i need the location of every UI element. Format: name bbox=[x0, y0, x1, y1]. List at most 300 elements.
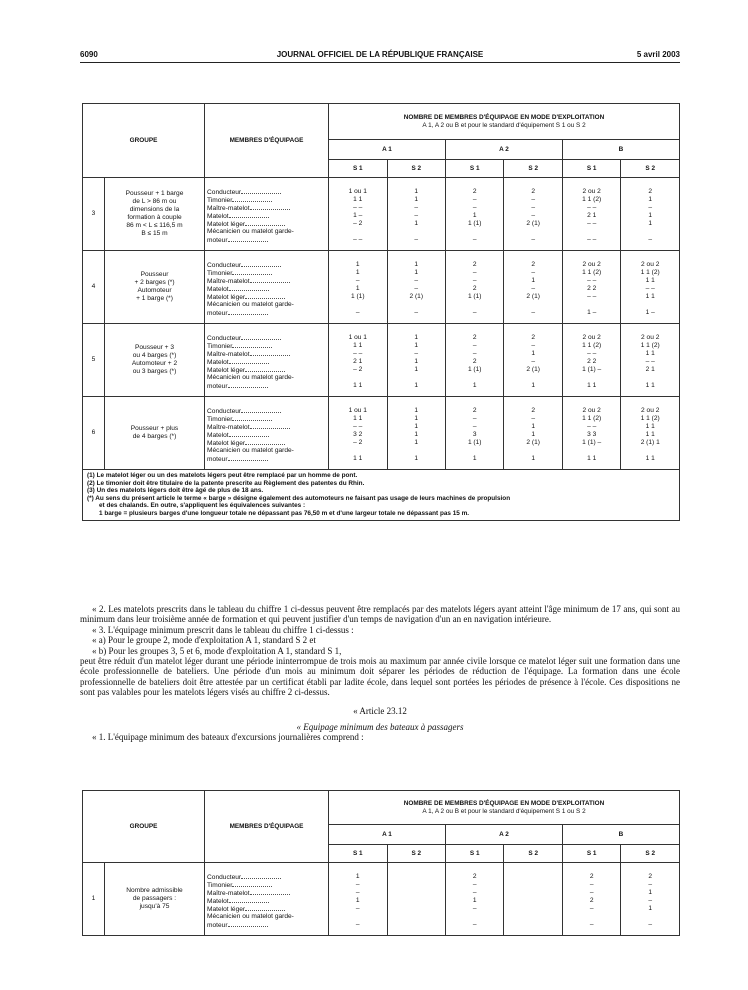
crew-count: 2 2 bbox=[587, 358, 597, 365]
standard-head: S 2 bbox=[504, 160, 562, 178]
group-description-line: Automoteur + 2 bbox=[131, 360, 178, 367]
group-number: 5 bbox=[83, 324, 105, 397]
crew-count: – 2 bbox=[353, 366, 363, 373]
crew-count: – bbox=[355, 881, 360, 888]
crew-count-cell bbox=[504, 397, 562, 470]
crew-count bbox=[506, 897, 559, 905]
leader-dots bbox=[245, 905, 285, 911]
crew-count-cell bbox=[329, 397, 387, 470]
crew-member bbox=[207, 188, 326, 196]
crew-member-label: Timonier bbox=[207, 270, 233, 277]
crew-member-label: Mécanicien ou matelot garde- bbox=[207, 447, 294, 454]
crew-count: 1 bbox=[355, 897, 360, 904]
crew-count: 1 1 bbox=[353, 196, 363, 203]
standard-head: S 2 bbox=[621, 845, 680, 863]
crew-member-label: Mécanicien ou matelot garde- bbox=[207, 913, 294, 920]
crew-count: – bbox=[531, 342, 536, 349]
crew-count bbox=[565, 447, 618, 455]
crew-count: 1 bbox=[531, 277, 536, 284]
standard-head: S 1 bbox=[329, 160, 387, 178]
crew-member-label: Maître-matelot bbox=[207, 278, 250, 285]
crew-count: 1 bbox=[355, 261, 360, 268]
crew-count bbox=[623, 374, 677, 382]
crew-member bbox=[207, 873, 326, 881]
crew-count: 2 bbox=[472, 873, 477, 880]
crew-count: – – bbox=[587, 204, 597, 211]
crew-count-cell bbox=[504, 251, 562, 324]
crew-count: 1 bbox=[531, 455, 536, 462]
crew-count: 2 ou 2 bbox=[641, 334, 660, 341]
crew-members bbox=[205, 863, 329, 936]
crew-count bbox=[331, 447, 384, 455]
crew-count: – – bbox=[587, 293, 597, 300]
crew-table-2 bbox=[82, 790, 680, 936]
group-description-line: + 1 barge (*) bbox=[136, 295, 173, 302]
crew-count: – bbox=[531, 415, 536, 422]
crew-member-label: Matelot bbox=[207, 359, 229, 366]
crew-count-cell bbox=[504, 178, 562, 251]
crew-count: – – bbox=[353, 350, 363, 357]
crew-member bbox=[207, 447, 326, 455]
crew-count: 1 1 bbox=[645, 431, 655, 438]
mode-b: B bbox=[562, 140, 679, 160]
crew-count bbox=[506, 228, 559, 236]
crew-count: 2 (1) bbox=[526, 439, 540, 446]
footnote: (2) Le timonier doit être titulaire de la patente prescrite au Règlement des patentes du Rhin. bbox=[87, 479, 365, 487]
crew-count bbox=[623, 228, 677, 236]
crew-count: 2 bbox=[648, 873, 653, 880]
crew-count: 1 bbox=[414, 423, 419, 430]
col-head-nombre-line1: NOMBRE DE MEMBRES D'ÉQUIPAGE EN MODE D'EXPLOITATION bbox=[403, 113, 605, 121]
group-description-line: 86 m < L ≤ 116,5 m bbox=[126, 222, 183, 229]
crew-count: 1 – bbox=[645, 309, 655, 316]
crew-member bbox=[207, 415, 326, 423]
crew-count bbox=[331, 228, 384, 236]
crew-count: 2 bbox=[472, 407, 477, 414]
group-description-line: Automoteur bbox=[137, 287, 172, 294]
crew-count-cell bbox=[445, 178, 503, 251]
crew-count: 1 bbox=[414, 196, 419, 203]
crew-count-cell bbox=[387, 178, 445, 251]
crew-count: 2 bbox=[531, 334, 536, 341]
crew-member bbox=[207, 293, 326, 301]
header-rule bbox=[80, 62, 680, 63]
crew-count: – bbox=[472, 350, 477, 357]
group-description-line: ou 4 barges (*) bbox=[132, 352, 177, 359]
crew-member-label: Mécanicien ou matelot garde- bbox=[207, 301, 294, 308]
crew-member bbox=[207, 382, 326, 390]
crew-count: 1 ou 1 bbox=[348, 334, 367, 341]
crew-member bbox=[207, 455, 326, 463]
crew-count bbox=[331, 913, 384, 921]
crew-count: – bbox=[648, 881, 653, 888]
crew-count bbox=[390, 301, 443, 309]
crew-count bbox=[448, 913, 501, 921]
crew-member-label: Matelot bbox=[207, 286, 229, 293]
crew-count: 2 1 bbox=[645, 366, 655, 373]
mode-a2: A 2 bbox=[445, 140, 562, 160]
standard-head: S 1 bbox=[445, 160, 503, 178]
crew-count: 1 bbox=[414, 366, 419, 373]
leader-dots bbox=[245, 220, 285, 226]
group-description-line: de passagers : bbox=[132, 895, 177, 902]
crew-member bbox=[207, 374, 326, 382]
crew-count: 2 ou 2 bbox=[582, 188, 601, 195]
crew-count: 1 bbox=[472, 897, 477, 904]
crew-count: – bbox=[472, 342, 477, 349]
crew-count bbox=[506, 905, 559, 913]
col-head-nombre-line1: NOMBRE DE MEMBRES D'ÉQUIPAGE EN MODE D'EXPLOITATION bbox=[403, 799, 605, 807]
crew-count: 2 (1) bbox=[409, 293, 424, 300]
crew-count: – bbox=[589, 889, 594, 896]
crew-count: 1 1 (2) bbox=[582, 196, 602, 203]
crew-count-cell bbox=[329, 863, 387, 936]
crew-member bbox=[207, 431, 326, 439]
crew-count: – bbox=[414, 236, 419, 243]
standard-head: S 2 bbox=[504, 845, 562, 863]
crew-count: – bbox=[355, 277, 360, 284]
leader-dots bbox=[241, 334, 281, 340]
col-head-nombre bbox=[329, 104, 680, 140]
leader-dots bbox=[250, 423, 290, 429]
crew-count: – bbox=[472, 889, 477, 896]
crew-count-cell bbox=[562, 397, 620, 470]
crew-count: 1 (1) bbox=[467, 439, 482, 446]
crew-count bbox=[390, 374, 443, 382]
standard-head: S 2 bbox=[387, 845, 445, 863]
crew-count: 1 1 bbox=[645, 455, 655, 462]
table-row bbox=[83, 178, 680, 251]
paragraph-3-cont: peut être réduit d'un matelot léger durant une période ininterrompue de trois mois au maximum par année civile lorsque ce matelot léger suit une formation dans une école professionnelle de bateliers. Une période d'un mois au minimum doit séparer les périodes de réduction de l'équipage. La formation dans une école professionnelle de bateliers doit être attestée par un certificat établi par ladite école, dans lequel sont portées les périodes de présence à l'école. Ces dispositions ne sont pas valables pour les matelots légers visés au chiffre 2 ci-dessus. bbox=[80, 656, 680, 698]
journal-title: JOURNAL OFFICIEL DE LA RÉPUBLIQUE FRANÇAISE bbox=[276, 50, 484, 59]
crew-member bbox=[207, 269, 326, 277]
crew-count bbox=[390, 897, 443, 905]
crew-count-cell bbox=[562, 863, 620, 936]
group-number: 1 bbox=[83, 863, 105, 936]
crew-member-label: Conducteur bbox=[207, 262, 242, 269]
crew-count: 1 bbox=[414, 334, 419, 341]
standard-head: S 2 bbox=[387, 160, 445, 178]
crew-count-cell bbox=[445, 251, 503, 324]
crew-member bbox=[207, 350, 326, 358]
crew-count: – bbox=[531, 204, 536, 211]
crew-count: – bbox=[648, 897, 653, 904]
crew-count: – – bbox=[353, 423, 363, 430]
group-description-line: Pousseur bbox=[140, 271, 169, 278]
crew-count-cell bbox=[387, 324, 445, 397]
crew-count: – bbox=[414, 285, 419, 292]
standard-head: S 1 bbox=[562, 160, 620, 178]
mode-b: B bbox=[562, 825, 679, 845]
crew-count: 2 ou 2 bbox=[641, 407, 660, 414]
crew-count: 1 bbox=[648, 212, 653, 219]
crew-count: 1 (1) – bbox=[582, 439, 602, 446]
crew-count: – – bbox=[645, 358, 655, 365]
crew-member-label: Matelot bbox=[207, 213, 229, 220]
crew-member-label: Maître-matelot bbox=[207, 890, 250, 897]
crew-member-label: Matelot léger bbox=[207, 221, 246, 228]
crew-member-label: Conducteur bbox=[207, 189, 242, 196]
crew-count: – bbox=[414, 350, 419, 357]
crew-member bbox=[207, 212, 326, 220]
leader-dots bbox=[229, 897, 269, 903]
leader-dots bbox=[250, 350, 290, 356]
crew-member bbox=[207, 358, 326, 366]
leader-dots bbox=[229, 285, 269, 291]
crew-count-cell bbox=[445, 397, 503, 470]
crew-count bbox=[390, 873, 443, 881]
crew-count: 2 ou 2 bbox=[641, 261, 660, 268]
leader-dots bbox=[250, 204, 290, 210]
crew-count: 2 bbox=[472, 261, 477, 268]
leader-dots bbox=[228, 921, 268, 927]
crew-count: – – bbox=[353, 204, 363, 211]
crew-count: – bbox=[355, 309, 360, 316]
crew-members bbox=[205, 324, 329, 397]
leader-dots bbox=[245, 366, 285, 372]
footnote: (1) Le matelot léger ou un des matelots légers peut être remplacé par un homme de pont. bbox=[87, 472, 358, 479]
crew-count bbox=[506, 301, 559, 309]
crew-count: 2 bbox=[589, 873, 594, 880]
leader-dots bbox=[245, 439, 285, 445]
crew-count-cell bbox=[329, 251, 387, 324]
leader-dots bbox=[232, 342, 272, 348]
crew-count bbox=[565, 374, 618, 382]
crew-member-label: Conducteur bbox=[207, 874, 242, 881]
crew-count bbox=[448, 374, 501, 382]
crew-count: – bbox=[648, 236, 653, 243]
crew-count bbox=[565, 913, 618, 921]
crew-count-cell bbox=[387, 863, 445, 936]
crew-count: 2 bbox=[531, 407, 536, 414]
crew-count: 2 ou 2 bbox=[582, 261, 601, 268]
crew-count: 1 1 bbox=[353, 415, 363, 422]
col-head-nombre-line2: A 1, A 2 ou B et pour le standard d'équipement S 1 ou S 2 bbox=[422, 121, 586, 129]
crew-count bbox=[448, 447, 501, 455]
group-description-line: dimensions de la bbox=[129, 206, 180, 213]
crew-count: – – bbox=[645, 285, 655, 292]
col-head-nombre bbox=[329, 791, 680, 825]
group-description-line: de L > 86 m ou bbox=[132, 198, 177, 205]
col-head-membres: MEMBRES D'ÉQUIPAGE bbox=[205, 104, 329, 178]
crew-count bbox=[331, 374, 384, 382]
crew-members bbox=[205, 178, 329, 251]
crew-count: 1 bbox=[531, 350, 536, 357]
group-description-line: formation à couple bbox=[127, 214, 182, 221]
crew-count-cell bbox=[621, 178, 680, 251]
crew-count: 2 1 bbox=[587, 212, 597, 219]
crew-count: 3 bbox=[472, 431, 477, 438]
crew-count bbox=[448, 228, 501, 236]
crew-table-1 bbox=[82, 103, 680, 521]
paragraph-2: « 2. Les matelots prescrits dans le tableau du chiffre 1 ci-dessus peuvent être remplacés par des matelots légers ayant atteint l'âge minimum de 17 ans, qui sont au minimum dans leur troisième année de formation et qui peuvent justifier d'un temps de navigation d'un an en navigation intérieure. bbox=[80, 604, 680, 625]
crew-count bbox=[623, 913, 677, 921]
crew-count bbox=[623, 447, 677, 455]
crew-member bbox=[207, 905, 326, 913]
crew-count-cell bbox=[621, 397, 680, 470]
crew-count: 1 1 bbox=[645, 277, 655, 284]
group-number: 4 bbox=[83, 251, 105, 324]
crew-count: 1 1 (2) bbox=[640, 415, 660, 422]
crew-count: 2 bbox=[472, 285, 477, 292]
crew-count: – bbox=[472, 204, 477, 211]
paragraph-3b: « b) Pour les groupes 3, 5 et 6, mode d'exploitation A 1, standard S 1, bbox=[92, 645, 342, 656]
crew-count-cell bbox=[504, 324, 562, 397]
crew-count: 2 (1) 1 bbox=[640, 439, 660, 446]
crew-count: – bbox=[472, 196, 477, 203]
crew-count: – bbox=[472, 269, 477, 276]
article-title: « Equipage minimum des bateaux à passagers bbox=[296, 722, 464, 733]
crew-member bbox=[207, 342, 326, 350]
leader-dots bbox=[228, 236, 268, 242]
crew-member bbox=[207, 196, 326, 204]
crew-count: – bbox=[589, 921, 594, 928]
crew-count: – bbox=[589, 881, 594, 888]
crew-member bbox=[207, 881, 326, 889]
crew-members bbox=[205, 397, 329, 470]
crew-member bbox=[207, 366, 326, 374]
crew-count: – – bbox=[587, 220, 597, 227]
group-description-line: B ≤ 15 m bbox=[141, 230, 168, 237]
crew-count-cell bbox=[387, 251, 445, 324]
group-description-line: Pousseur + 3 bbox=[134, 344, 175, 351]
crew-count: 1 1 (2) bbox=[640, 342, 660, 349]
crew-count: 1 1 bbox=[645, 423, 655, 430]
crew-member-label: Timonier bbox=[207, 416, 233, 423]
article-heading: « Article 23.12 bbox=[353, 705, 407, 716]
crew-member-label: moteur bbox=[207, 310, 228, 317]
crew-count: 2 bbox=[472, 358, 477, 365]
crew-count: 1 ou 1 bbox=[348, 407, 367, 414]
body-text bbox=[80, 604, 680, 743]
crew-member-label: Matelot bbox=[207, 898, 229, 905]
crew-count: – bbox=[531, 196, 536, 203]
crew-count bbox=[390, 881, 443, 889]
crew-count: 2 bbox=[531, 188, 536, 195]
crew-count: 1 1 (2) bbox=[582, 415, 602, 422]
crew-count-cell bbox=[445, 324, 503, 397]
crew-count bbox=[506, 374, 559, 382]
table-row bbox=[83, 863, 680, 936]
crew-count: 2 2 bbox=[587, 285, 597, 292]
crew-count bbox=[390, 889, 443, 897]
leader-dots bbox=[245, 293, 285, 299]
group-description bbox=[105, 178, 205, 251]
leader-dots bbox=[241, 261, 281, 267]
crew-count bbox=[390, 447, 443, 455]
crew-count: 2 ou 2 bbox=[582, 334, 601, 341]
crew-member bbox=[207, 204, 326, 212]
crew-member-label: moteur bbox=[207, 383, 228, 390]
crew-count: 1 bbox=[414, 220, 419, 227]
crew-count: 2 (1) bbox=[526, 366, 540, 373]
crew-count: 2 bbox=[589, 897, 594, 904]
crew-member-label: Maître-matelot bbox=[207, 351, 250, 358]
footnote: (*) Au sens du présent article le terme « barge » désigne également des automoteurs ne faisant pas usage de leurs machines de propulsion bbox=[87, 494, 511, 502]
crew-member-label: Conducteur bbox=[207, 408, 242, 415]
crew-count: 3 2 bbox=[353, 431, 363, 438]
crew-count bbox=[506, 889, 559, 897]
crew-count: 2 1 bbox=[353, 358, 363, 365]
crew-count-cell bbox=[621, 324, 680, 397]
crew-count: – bbox=[414, 277, 419, 284]
crew-count: – – bbox=[353, 236, 363, 243]
crew-member bbox=[207, 261, 326, 269]
crew-count: 1 1 bbox=[645, 382, 655, 389]
crew-count: – bbox=[355, 921, 360, 928]
leader-dots bbox=[250, 889, 290, 895]
crew-count: 1 bbox=[414, 415, 419, 422]
leader-dots bbox=[228, 309, 268, 315]
leader-dots bbox=[229, 431, 269, 437]
crew-count: – bbox=[414, 309, 419, 316]
crew-count: – – bbox=[587, 236, 597, 243]
crew-count: 3 3 bbox=[587, 431, 597, 438]
standard-head: S 1 bbox=[562, 845, 620, 863]
crew-count: – bbox=[472, 905, 477, 912]
issue-date: 5 avril 2003 bbox=[636, 50, 680, 59]
crew-count bbox=[390, 913, 443, 921]
crew-count: 1 (1) – bbox=[582, 366, 602, 373]
crew-count: 1 bbox=[414, 439, 419, 446]
leader-dots bbox=[232, 196, 272, 202]
crew-count: 1 bbox=[414, 431, 419, 438]
leader-dots bbox=[229, 212, 269, 218]
table-row bbox=[83, 251, 680, 324]
crew-count: 1 bbox=[414, 188, 419, 195]
group-number: 6 bbox=[83, 397, 105, 470]
leader-dots bbox=[232, 269, 272, 275]
crew-count: 1 ou 1 bbox=[348, 188, 367, 195]
crew-member-label: Timonier bbox=[207, 882, 233, 889]
crew-member bbox=[207, 301, 326, 309]
paragraph-3a: « a) Pour le groupe 2, mode d'exploitation A 1, standard S 2 et bbox=[92, 635, 316, 646]
crew-count bbox=[448, 301, 501, 309]
crew-count: 2 (1) bbox=[526, 293, 540, 300]
crew-count: 1 bbox=[472, 212, 477, 219]
crew-count bbox=[506, 881, 559, 889]
crew-member bbox=[207, 423, 326, 431]
crew-count: 2 (1) bbox=[526, 220, 540, 227]
crew-count bbox=[331, 301, 384, 309]
crew-count: 1 bbox=[414, 382, 419, 389]
crew-count: – bbox=[531, 358, 536, 365]
crew-member bbox=[207, 236, 326, 244]
group-description-line: Pousseur + 1 barge bbox=[125, 190, 184, 197]
crew-member bbox=[207, 228, 326, 236]
leader-dots bbox=[232, 415, 272, 421]
crew-count: – bbox=[648, 921, 653, 928]
group-description-line: jusqu'à 75 bbox=[139, 903, 170, 910]
crew-count bbox=[565, 228, 618, 236]
crew-count-cell bbox=[387, 397, 445, 470]
crew-member-label: moteur bbox=[207, 237, 228, 244]
table-row bbox=[83, 397, 680, 470]
col-head-groupe: GROUPE bbox=[83, 104, 205, 178]
crew-count: – bbox=[355, 889, 360, 896]
crew-count: – – bbox=[587, 350, 597, 357]
crew-member bbox=[207, 889, 326, 897]
crew-count bbox=[506, 913, 559, 921]
crew-count: 1 1 bbox=[587, 382, 597, 389]
group-description bbox=[105, 397, 205, 470]
crew-count: 1 bbox=[648, 220, 653, 227]
crew-count: 1 1 (2) bbox=[640, 269, 660, 276]
group-description-line: + 2 barges (*) bbox=[134, 279, 175, 286]
crew-count: 1 (1) bbox=[467, 220, 482, 227]
crew-count-cell bbox=[562, 251, 620, 324]
crew-count-cell bbox=[621, 251, 680, 324]
